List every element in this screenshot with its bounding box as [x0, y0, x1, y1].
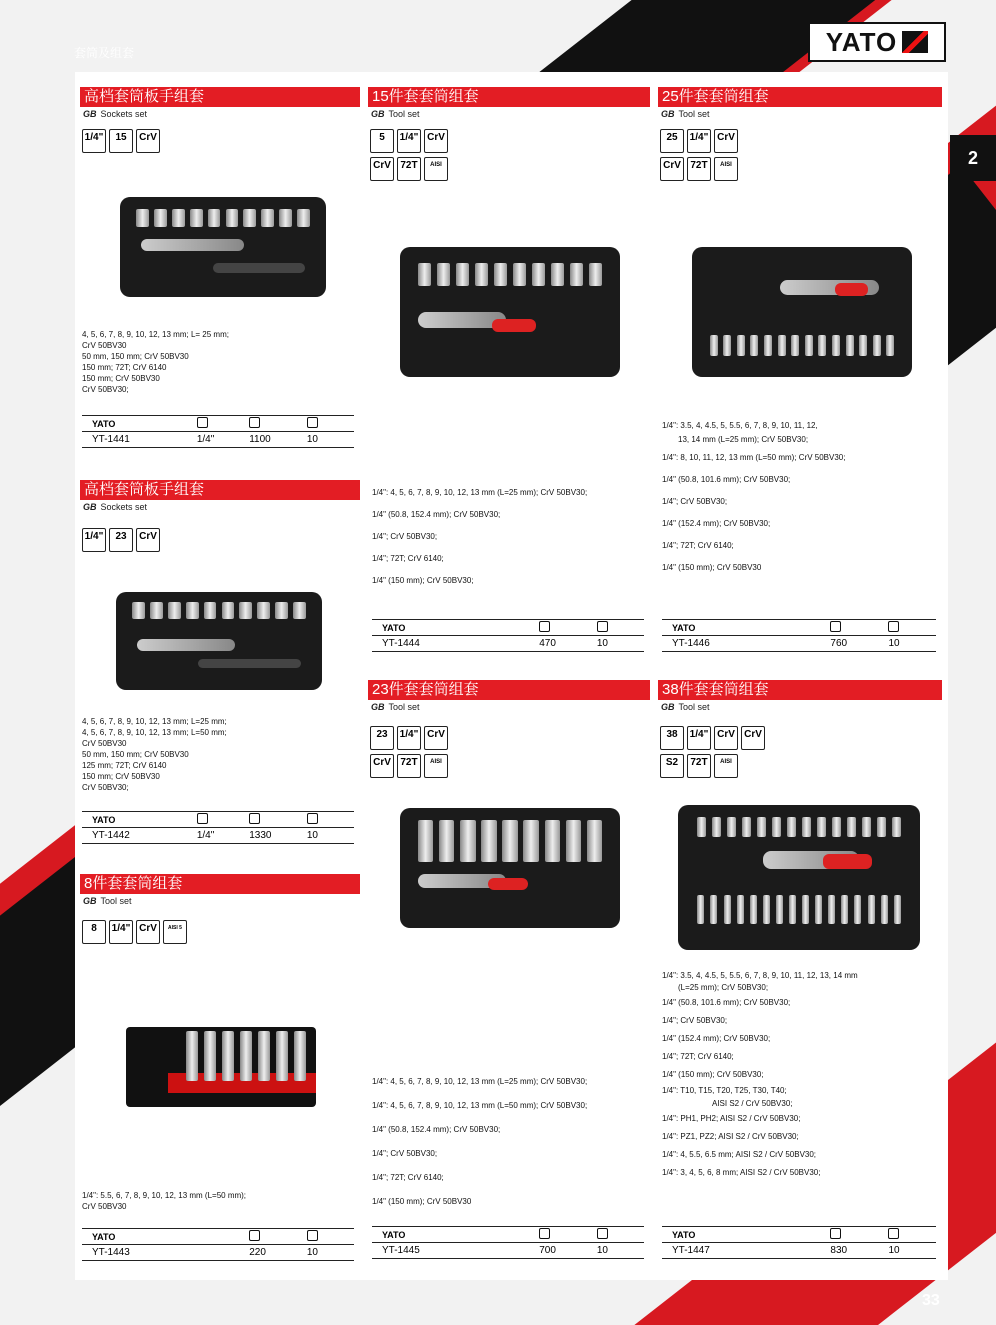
badge: AISI	[424, 157, 448, 181]
badge: 72T	[687, 157, 711, 181]
spec-line: 150 mm; 72T; CrV 6140	[82, 363, 167, 372]
handle-image	[835, 283, 868, 296]
badge: S2	[660, 754, 684, 778]
handle-image	[488, 878, 528, 890]
spec-table	[372, 1226, 644, 1259]
screwdriver-image	[213, 263, 306, 273]
table-row	[662, 636, 936, 651]
badge: CrV	[424, 726, 448, 750]
subtitle-text: Tool set	[678, 702, 710, 712]
spec-line: 50 mm, 150 mm; CrV 50BV30	[82, 352, 189, 361]
sockets-image	[136, 209, 309, 227]
size-icon	[197, 813, 208, 824]
chapter-tab[interactable]: 2	[950, 135, 996, 181]
table-header	[82, 416, 354, 432]
product-photo	[126, 1027, 316, 1107]
sockets-image	[697, 817, 900, 837]
spec-line: 1/4" (50.8, 101.6 mm); CrV 50BV30;	[662, 998, 791, 1007]
drive-size: 1/4"	[196, 434, 215, 445]
spec-line: 1/4"; CrV 50BV30;	[372, 532, 438, 541]
standard-label: GB	[371, 702, 385, 712]
table-header	[82, 1229, 354, 1245]
product-title: 23件套套筒组套	[368, 680, 650, 700]
product-code: YT-1444	[382, 638, 420, 649]
product-photo	[692, 247, 912, 377]
qty: 10	[306, 830, 318, 841]
handle-image	[492, 319, 536, 332]
spec-line: AISI S2 / CrV 50BV30;	[712, 1099, 793, 1108]
product-code: YT-1445	[382, 1245, 420, 1256]
standard-label: GB	[83, 109, 97, 119]
product-code: YT-1442	[92, 830, 130, 841]
brand-name: YATO	[825, 26, 898, 57]
category-label: 套筒及组套	[74, 46, 135, 60]
spec-line: 4, 5, 6, 7, 8, 9, 10, 12, 13 mm; L= 25 mm;	[82, 330, 229, 339]
brand-logo	[808, 22, 946, 62]
spec-list	[82, 716, 352, 793]
badge: 8	[82, 920, 106, 944]
feature-badges	[370, 726, 470, 782]
product-title: 高档套筒板手组套	[80, 87, 360, 107]
brand-header: YATO	[672, 622, 696, 633]
spec-line: 1/4"; 72T; CrV 6140;	[372, 554, 444, 563]
handle-image	[823, 854, 871, 869]
spec-line: 1/4": 4, 5, 6, 7, 8, 9, 10, 12, 13 mm (L=50 mm); CrV 50BV30;	[372, 1101, 588, 1110]
badge: CrV	[136, 528, 160, 552]
spec-line: CrV 50BV30	[82, 739, 127, 748]
product-code: YT-1441	[92, 434, 130, 445]
box-icon	[597, 1228, 608, 1239]
brand-mark-icon	[902, 31, 928, 53]
product-subtitle	[83, 109, 147, 119]
weight: 1330	[249, 830, 272, 841]
spec-line: 1/4" (152.4 mm); CrV 50BV30;	[662, 1034, 771, 1043]
spec-line: 125 mm; 72T; CrV 6140	[82, 761, 167, 770]
badge: CrV	[136, 920, 160, 944]
ratchet-image	[137, 639, 236, 651]
spec-line: 13, 14 mm (L=25 mm); CrV 50BV30;	[678, 435, 809, 444]
sockets-image	[418, 820, 603, 862]
spec-line: (L=25 mm); CrV 50BV30;	[678, 983, 769, 992]
spec-line: 1/4": 3.5, 4, 4.5, 5, 5.5, 6, 7, 8, 9, 10, 11, 12, 13, 14 mm	[662, 971, 858, 980]
spec-list	[372, 482, 647, 592]
table-header	[662, 620, 936, 636]
spec-line: 1/4"; CrV 50BV30;	[372, 1149, 438, 1158]
spec-line: 1/4" (150 mm); CrV 50BV30;	[662, 1070, 764, 1079]
table-row	[82, 828, 354, 843]
feature-badges	[660, 726, 790, 782]
badge: 15	[109, 129, 133, 153]
product-title: 8件套套筒组套	[80, 874, 360, 894]
spec-line: 1/4"; 72T; CrV 6140;	[662, 1052, 734, 1061]
brand-header: YATO	[672, 1229, 696, 1240]
spec-table	[82, 415, 354, 448]
spec-line: 1/4": 4, 5, 6, 7, 8, 9, 10, 12, 13 mm (L=25 mm); CrV 50BV30;	[372, 488, 588, 497]
ratchet-image	[141, 239, 244, 251]
weight: 470	[539, 638, 556, 649]
page-number: 33	[922, 1292, 940, 1309]
weight: 220	[249, 1247, 266, 1258]
sockets-image	[418, 263, 603, 286]
spec-table	[372, 619, 644, 652]
table-header	[82, 812, 354, 828]
product-panel-yt-1442	[80, 480, 360, 848]
brand-header: YATO	[92, 418, 116, 429]
spec-line: 1/4" (50.8, 152.4 mm); CrV 50BV30;	[372, 1125, 501, 1134]
product-photo	[116, 592, 322, 690]
badge: 72T	[397, 157, 421, 181]
product-subtitle	[661, 109, 710, 119]
badge: CrV	[136, 129, 160, 153]
product-subtitle	[371, 109, 420, 119]
product-code: YT-1446	[672, 638, 710, 649]
badge: AISI 5	[163, 920, 187, 944]
badge: 72T	[397, 754, 421, 778]
box-icon	[888, 621, 899, 632]
badge: AISI	[714, 157, 738, 181]
product-title: 15件套套筒组套	[368, 87, 650, 107]
spec-line: 1/4" (50.8, 152.4 mm); CrV 50BV30;	[372, 510, 501, 519]
badge: 23	[109, 528, 133, 552]
product-panel-yt-1445	[368, 680, 650, 1265]
badge: 5	[370, 129, 394, 153]
drive-size: 1/4"	[196, 830, 215, 841]
badge: CrV	[660, 157, 684, 181]
badge: CrV	[741, 726, 765, 750]
product-panel-yt-1444	[368, 87, 650, 657]
spec-line: 1/4"; 72T; CrV 6140;	[372, 1173, 444, 1182]
product-code: YT-1443	[92, 1247, 130, 1258]
spec-line: 4, 5, 6, 7, 8, 9, 10, 12, 13 mm; L=50 mm;	[82, 728, 227, 737]
product-subtitle	[371, 702, 420, 712]
badge: 1/4"	[687, 129, 711, 153]
badge: 1/4"	[397, 129, 421, 153]
spec-line: 1/4"; 72T; CrV 6140;	[662, 541, 734, 550]
subtitle-text: Tool set	[388, 702, 420, 712]
qty: 10	[888, 1245, 900, 1256]
product-photo	[400, 247, 620, 377]
product-panel-yt-1447	[658, 680, 942, 1265]
table-row	[372, 636, 644, 651]
badge: 1/4"	[397, 726, 421, 750]
box-icon	[307, 417, 318, 428]
weight-icon	[539, 621, 550, 632]
weight-icon	[249, 417, 260, 428]
spec-table	[82, 811, 354, 844]
table-row	[662, 1243, 936, 1258]
sockets-image	[132, 602, 305, 620]
spec-line: 1/4"; CrV 50BV30;	[662, 497, 728, 506]
product-photo	[120, 197, 326, 297]
badge: 38	[660, 726, 684, 750]
badge: CrV	[370, 157, 394, 181]
box-icon	[307, 813, 318, 824]
spec-list	[82, 1190, 352, 1212]
spec-line: 1/4": 5.5, 6, 7, 8, 9, 10, 12, 13 mm (L=50 mm);	[82, 1191, 247, 1200]
subtitle-text: Sockets set	[100, 109, 148, 119]
spec-line: 1/4": PZ1, PZ2; AISI S2 / CrV 50BV30;	[662, 1132, 799, 1141]
weight-icon	[249, 813, 260, 824]
table-header	[372, 620, 644, 636]
spec-line: 1/4": T10, T15, T20, T25, T30, T40;	[662, 1086, 787, 1095]
weight: 700	[539, 1245, 556, 1256]
product-panel-yt-1446	[658, 87, 942, 657]
feature-badges	[82, 129, 182, 157]
product-title: 38件套套筒组套	[658, 680, 942, 700]
spec-line: 1/4": 8, 10, 11, 12, 13 mm (L=50 mm); CrV 50BV30;	[662, 453, 846, 462]
spec-line: 1/4": PH1, PH2; AISI S2 / CrV 50BV30;	[662, 1114, 801, 1123]
product-subtitle	[83, 896, 132, 906]
badge: CrV	[370, 754, 394, 778]
standard-label: GB	[661, 109, 675, 119]
badge: 25	[660, 129, 684, 153]
badge: 1/4"	[687, 726, 711, 750]
badge: 23	[370, 726, 394, 750]
subtitle-text: Tool set	[100, 896, 132, 906]
weight: 1100	[249, 434, 271, 445]
feature-badges	[82, 528, 182, 556]
feature-badges	[82, 920, 212, 948]
spec-line: 1/4": 4, 5.5, 6.5 mm; AISI S2 / CrV 50BV30;	[662, 1150, 817, 1159]
brand-header: YATO	[92, 1231, 116, 1242]
spec-list	[372, 1070, 647, 1214]
product-photo	[678, 805, 920, 950]
badge: 1/4"	[82, 129, 106, 153]
subtitle-text: Tool set	[388, 109, 420, 119]
standard-label: GB	[371, 109, 385, 119]
standard-label: GB	[661, 702, 675, 712]
weight: 760	[830, 638, 848, 649]
spec-table	[662, 1226, 936, 1259]
qty: 10	[306, 1247, 318, 1258]
badge: 1/4"	[82, 528, 106, 552]
spec-line: 1/4"; CrV 50BV30;	[662, 1016, 728, 1025]
spec-line: CrV 50BV30;	[82, 385, 129, 394]
spec-line: 50 mm, 150 mm; CrV 50BV30	[82, 750, 189, 759]
sockets-image	[710, 335, 895, 356]
badge: 72T	[687, 754, 711, 778]
spec-line: CrV 50BV30	[82, 341, 127, 350]
weight-icon	[249, 1230, 260, 1241]
weight-icon	[830, 1228, 841, 1239]
qty: 10	[306, 434, 318, 445]
feature-badges	[370, 129, 470, 185]
product-code: YT-1447	[672, 1245, 710, 1256]
spec-line: 4, 5, 6, 7, 8, 9, 10, 12, 13 mm; L=25 mm;	[82, 717, 227, 726]
screwdriver-image	[198, 659, 301, 669]
product-subtitle	[661, 702, 710, 712]
spec-line: 150 mm; CrV 50BV30	[82, 772, 160, 781]
feature-badges	[660, 129, 760, 185]
product-panel-yt-1441	[80, 87, 360, 452]
table-header	[662, 1227, 936, 1243]
qty: 10	[596, 1245, 608, 1256]
spec-line: 1/4" (152.4 mm); CrV 50BV30;	[662, 519, 771, 528]
spec-line: 1/4" (150 mm); CrV 50BV30	[662, 563, 762, 572]
bits-image	[697, 895, 900, 924]
badge: CrV	[424, 129, 448, 153]
table-row	[372, 1243, 644, 1258]
qty: 10	[596, 638, 608, 649]
table-row	[82, 432, 354, 447]
spec-line: 1/4": 3.5, 4, 4.5, 5, 5.5, 6, 7, 8, 9, 10, 11, 12,	[662, 421, 818, 430]
box-icon	[597, 621, 608, 632]
spec-line: CrV 50BV30;	[82, 783, 129, 792]
product-subtitle	[83, 502, 147, 512]
box-icon	[307, 1230, 318, 1241]
table-row	[82, 1245, 354, 1260]
spec-table	[662, 619, 936, 652]
spec-line: 1/4": 4, 5, 6, 7, 8, 9, 10, 12, 13 mm (L=25 mm); CrV 50BV30;	[372, 1077, 588, 1086]
spec-list	[662, 419, 940, 579]
brand-header: YATO	[382, 622, 406, 633]
spec-line: 1/4": 3, 4, 5, 6, 8 mm; AISI S2 / CrV 50BV30;	[662, 1168, 821, 1177]
brand-header: YATO	[92, 814, 116, 825]
size-icon	[197, 417, 208, 428]
spec-list	[82, 329, 352, 395]
spec-table	[82, 1228, 354, 1261]
spec-list	[662, 970, 940, 1182]
badge: CrV	[714, 726, 738, 750]
spec-line: 1/4" (150 mm); CrV 50BV30	[372, 1197, 472, 1206]
weight-icon	[830, 621, 841, 632]
product-photo	[400, 808, 620, 928]
standard-label: GB	[83, 896, 97, 906]
qty: 10	[888, 638, 900, 649]
product-title: 25件套套筒组套	[658, 87, 942, 107]
product-title: 高档套筒板手组套	[80, 480, 360, 500]
subtitle-text: Sockets set	[100, 502, 148, 512]
spec-line: CrV 50BV30	[82, 1202, 127, 1211]
badge: 1/4"	[109, 920, 133, 944]
weight-icon	[539, 1228, 550, 1239]
table-header	[372, 1227, 644, 1243]
weight: 830	[830, 1245, 848, 1256]
subtitle-text: Tool set	[678, 109, 710, 119]
badge: CrV	[714, 129, 738, 153]
badge: AISI	[424, 754, 448, 778]
box-icon	[888, 1228, 899, 1239]
standard-label: GB	[83, 502, 97, 512]
spec-line: 1/4" (50.8, 101.6 mm); CrV 50BV30;	[662, 475, 791, 484]
badge: AISI	[714, 754, 738, 778]
brand-header: YATO	[382, 1229, 406, 1240]
spec-line: 150 mm; CrV 50BV30	[82, 374, 160, 383]
spec-line: 1/4" (150 mm); CrV 50BV30;	[372, 576, 474, 585]
